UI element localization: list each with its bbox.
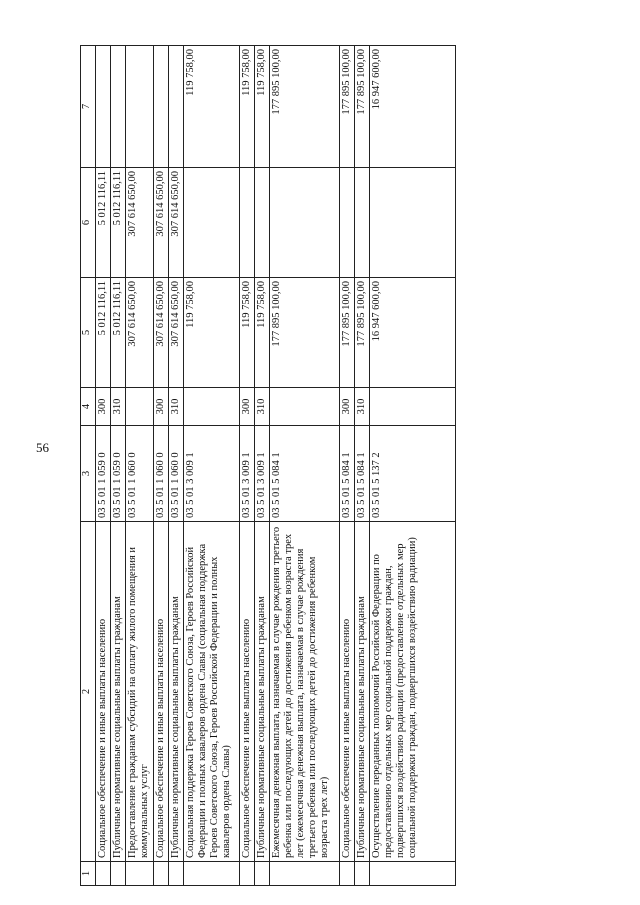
- amount-total-cell: 307 614 650,00: [169, 278, 184, 388]
- target-code-cell: 03 5 01 3 009 1: [255, 426, 270, 522]
- item-name-cell: Социальное обеспечение и иные выплаты населению: [96, 522, 111, 862]
- expense-type-cell: 310: [169, 388, 184, 426]
- column-header: 3: [81, 426, 96, 522]
- amount-regional-cell: [184, 168, 240, 278]
- amount-total-cell: 5 012 116,11: [96, 278, 111, 388]
- table-row: [255, 46, 270, 886]
- amount-federal-cell: 177 895 100,00: [270, 46, 340, 168]
- expense-type-cell: 310: [111, 388, 126, 426]
- item-name-cell: Социальное обеспечение и иные выплаты населению: [154, 522, 169, 862]
- amount-regional-cell: [340, 168, 355, 278]
- target-code-cell: 03 5 01 5 084 1: [355, 426, 370, 522]
- column-header: 7: [81, 46, 96, 168]
- table-row: [126, 46, 154, 886]
- row-index-cell: [154, 862, 169, 886]
- amount-federal-cell: 177 895 100,00: [355, 46, 370, 168]
- amount-federal-cell: [169, 46, 184, 168]
- amount-federal-cell: 119 758,00: [255, 46, 270, 168]
- amount-total-cell: 177 895 100,00: [340, 278, 355, 388]
- amount-regional-cell: [370, 168, 456, 278]
- item-name-cell: Публичные нормативные социальные выплаты гражданам: [255, 522, 270, 862]
- amount-regional-cell: [270, 168, 340, 278]
- amount-regional-cell: 5 012 116,11: [96, 168, 111, 278]
- header-row: [81, 46, 96, 886]
- row-index-cell: [355, 862, 370, 886]
- table-row: [370, 46, 456, 886]
- table-row: [355, 46, 370, 886]
- table-row: [270, 46, 340, 886]
- table-row: [240, 46, 255, 886]
- target-code-cell: 03 5 01 3 009 1: [184, 426, 240, 522]
- expense-type-cell: [270, 388, 340, 426]
- row-index-cell: [184, 862, 240, 886]
- expense-type-cell: 300: [96, 388, 111, 426]
- amount-total-cell: 307 614 650,00: [154, 278, 169, 388]
- target-code-cell: 03 5 01 1 060 0: [169, 426, 184, 522]
- item-name-cell: Публичные нормативные социальные выплаты гражданам: [355, 522, 370, 862]
- target-code-cell: 03 5 01 1 059 0: [111, 426, 126, 522]
- target-code-cell: 03 5 01 5 084 1: [270, 426, 340, 522]
- target-code-cell: 03 5 01 1 060 0: [126, 426, 154, 522]
- amount-total-cell: 119 758,00: [255, 278, 270, 388]
- amount-federal-cell: 177 895 100,00: [340, 46, 355, 168]
- expense-type-cell: [370, 388, 456, 426]
- item-name-cell: Публичные нормативные социальные выплаты гражданам: [169, 522, 184, 862]
- amount-total-cell: 177 895 100,00: [355, 278, 370, 388]
- amount-regional-cell: 307 614 650,00: [154, 168, 169, 278]
- table-row: [154, 46, 169, 886]
- amount-total-cell: 16 947 600,00: [370, 278, 456, 388]
- item-name-cell: Публичные нормативные социальные выплаты гражданам: [111, 522, 126, 862]
- expense-type-cell: 300: [240, 388, 255, 426]
- table-row: [169, 46, 184, 886]
- row-index-cell: [340, 862, 355, 886]
- budget-table: [80, 45, 456, 886]
- expense-type-cell: 310: [355, 388, 370, 426]
- expense-type-cell: [184, 388, 240, 426]
- amount-regional-cell: [355, 168, 370, 278]
- column-header: 2: [81, 522, 96, 862]
- amount-regional-cell: [240, 168, 255, 278]
- item-name-cell: Осуществление переданных полномочий Российской Федерации по предоставлению отдельных мер социальной поддержки граждан, подвергшихся воздействию радиации (предоставление отдельных мер социальной поддержки граждан, подвергшихся воздействию радиации): [370, 522, 456, 862]
- amount-federal-cell: [111, 46, 126, 168]
- page-number: 56: [36, 440, 49, 455]
- amount-total-cell: 177 895 100,00: [270, 278, 340, 388]
- amount-regional-cell: [255, 168, 270, 278]
- target-code-cell: 03 5 01 1 059 0: [96, 426, 111, 522]
- column-header: 6: [81, 168, 96, 278]
- item-name-cell: Предоставление гражданам субсидий на оплату жилого помещения и коммунальных услуг: [126, 522, 154, 862]
- amount-total-cell: 119 758,00: [184, 278, 240, 388]
- amount-total-cell: 5 012 116,11: [111, 278, 126, 388]
- target-code-cell: 03 5 01 5 137 2: [370, 426, 456, 522]
- amount-federal-cell: [126, 46, 154, 168]
- item-name-cell: Социальное обеспечение и иные выплаты населению: [240, 522, 255, 862]
- expense-type-cell: 300: [154, 388, 169, 426]
- expense-type-cell: 310: [255, 388, 270, 426]
- row-index-cell: [96, 862, 111, 886]
- target-code-cell: 03 5 01 1 060 0: [154, 426, 169, 522]
- row-index-cell: [169, 862, 184, 886]
- target-code-cell: 03 5 01 3 009 1: [240, 426, 255, 522]
- table-row: [96, 46, 111, 886]
- row-index-cell: [255, 862, 270, 886]
- expense-type-cell: [126, 388, 154, 426]
- item-name-cell: Социальная поддержка Героев Советского Союза, Героев Российской Федерации и полных кавалеров ордена Славы (социальная поддержка Героев Советского Союза, Героев Российской Федерации и полных кавалеров ордена Славы): [184, 522, 240, 862]
- amount-federal-cell: 119 758,00: [184, 46, 240, 168]
- expense-type-cell: 300: [340, 388, 355, 426]
- table-row: [111, 46, 126, 886]
- amount-regional-cell: 307 614 650,00: [126, 168, 154, 278]
- amount-regional-cell: 307 614 650,00: [169, 168, 184, 278]
- row-index-cell: [126, 862, 154, 886]
- column-header: 1: [81, 862, 96, 886]
- amount-total-cell: 119 758,00: [240, 278, 255, 388]
- rotated-page: [74, 26, 640, 886]
- table-row: [340, 46, 355, 886]
- row-index-cell: [240, 862, 255, 886]
- item-name-cell: Социальное обеспечение и иные выплаты населению: [340, 522, 355, 862]
- amount-total-cell: 307 614 650,00: [126, 278, 154, 388]
- row-index-cell: [270, 862, 340, 886]
- row-index-cell: [111, 862, 126, 886]
- amount-federal-cell: [96, 46, 111, 168]
- column-header: 4: [81, 388, 96, 426]
- amount-federal-cell: 119 758,00: [240, 46, 255, 168]
- row-index-cell: [370, 862, 456, 886]
- item-name-cell: Ежемесячная денежная выплата, назначаемая в случае рождения третьего ребенка или последующих детей до достижения ребенком возраста трех лет (ежемесячная денежная выплата, назначаемая в случае рождения третьего ребенка или последующих детей до достижения ребенком возраста трех лет): [270, 522, 340, 862]
- target-code-cell: 03 5 01 5 084 1: [340, 426, 355, 522]
- amount-federal-cell: 16 947 600,00: [370, 46, 456, 168]
- amount-regional-cell: 5 012 116,11: [111, 168, 126, 278]
- amount-federal-cell: [154, 46, 169, 168]
- table-row: [184, 46, 240, 886]
- column-header: 5: [81, 278, 96, 388]
